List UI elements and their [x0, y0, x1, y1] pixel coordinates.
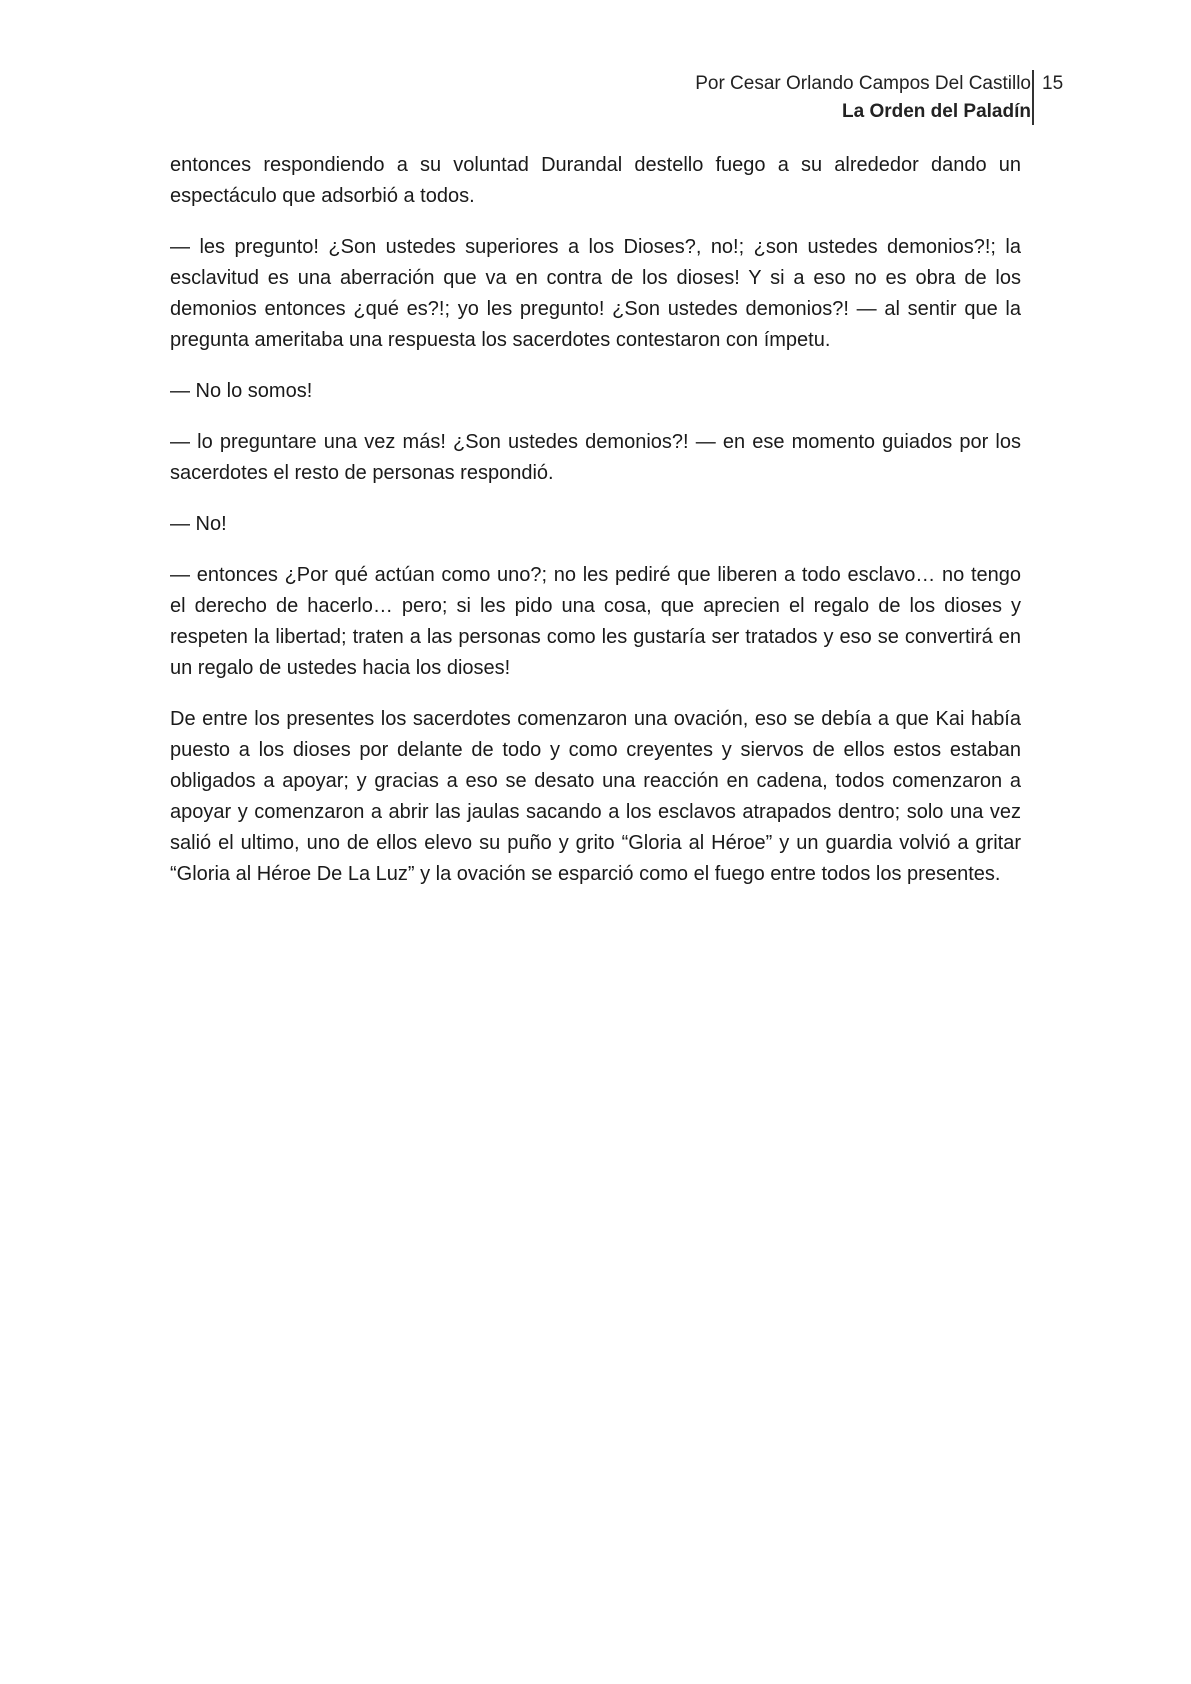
page-header [695, 70, 1031, 126]
paragraph: — lo preguntare una vez más! ¿Son ustedes demonios?! — en ese momento guiados por los sacerdotes el resto de personas respondió. [170, 431, 1021, 484]
page-number: 15 [1042, 73, 1064, 94]
paragraph: entonces respondiendo a su voluntad Durandal destello fuego a su alrededor dando un espectáculo que adsorbió a todos. [170, 154, 1021, 207]
body-text [170, 150, 1021, 910]
paragraph: — les pregunto! ¿Son ustedes superiores a los Dioses?, no!; ¿son ustedes demonios?!; la esclavitud es una aberración que va en contra de los dioses! Y si a eso no es obra de los demonios entonces ¿qué es?!; yo les pregunto! ¿Son ustedes demonios?! — al sentir que la pregunta ameritaba una respuesta los sacerdotes contestaron con ímpetu. [170, 236, 1021, 351]
paragraph: — No! [170, 513, 227, 535]
header-divider [1032, 70, 1034, 125]
paragraph: — No lo somos! [170, 380, 313, 402]
header-author: Por Cesar Orlando Campos Del Castillo [695, 73, 1031, 94]
paragraph: — entonces ¿Por qué actúan como uno?; no les pediré que liberen a todo esclavo… no tengo el derecho de hacerlo… pero; si les pido una cosa, que aprecien el regalo de los dioses y respeten la libertad; traten a las personas como les gustaría ser tratados y eso se convertirá en un regalo de ustedes hacia los dioses! [170, 564, 1021, 679]
header-book-title: La Orden del Paladín [842, 101, 1031, 122]
paragraph: De entre los presentes los sacerdotes comenzaron una ovación, eso se debía a que Kai había puesto a los dioses por delante de todo y como creyentes y siervos de ellos estos estaban obligados a apoyar; y gracias a eso se desato una reacción en cadena, todos comenzaron a apoyar y comenzaron a abrir las jaulas sacando a los esclavos atrapados dentro; solo una vez salió el ultimo, uno de ellos elevo su puño y grito “Gloria al Héroe” y un guardia volvió a gritar “Gloria al Héroe De La Luz” y la ovación se esparció como el fuego entre todos los presentes. [170, 708, 1021, 885]
